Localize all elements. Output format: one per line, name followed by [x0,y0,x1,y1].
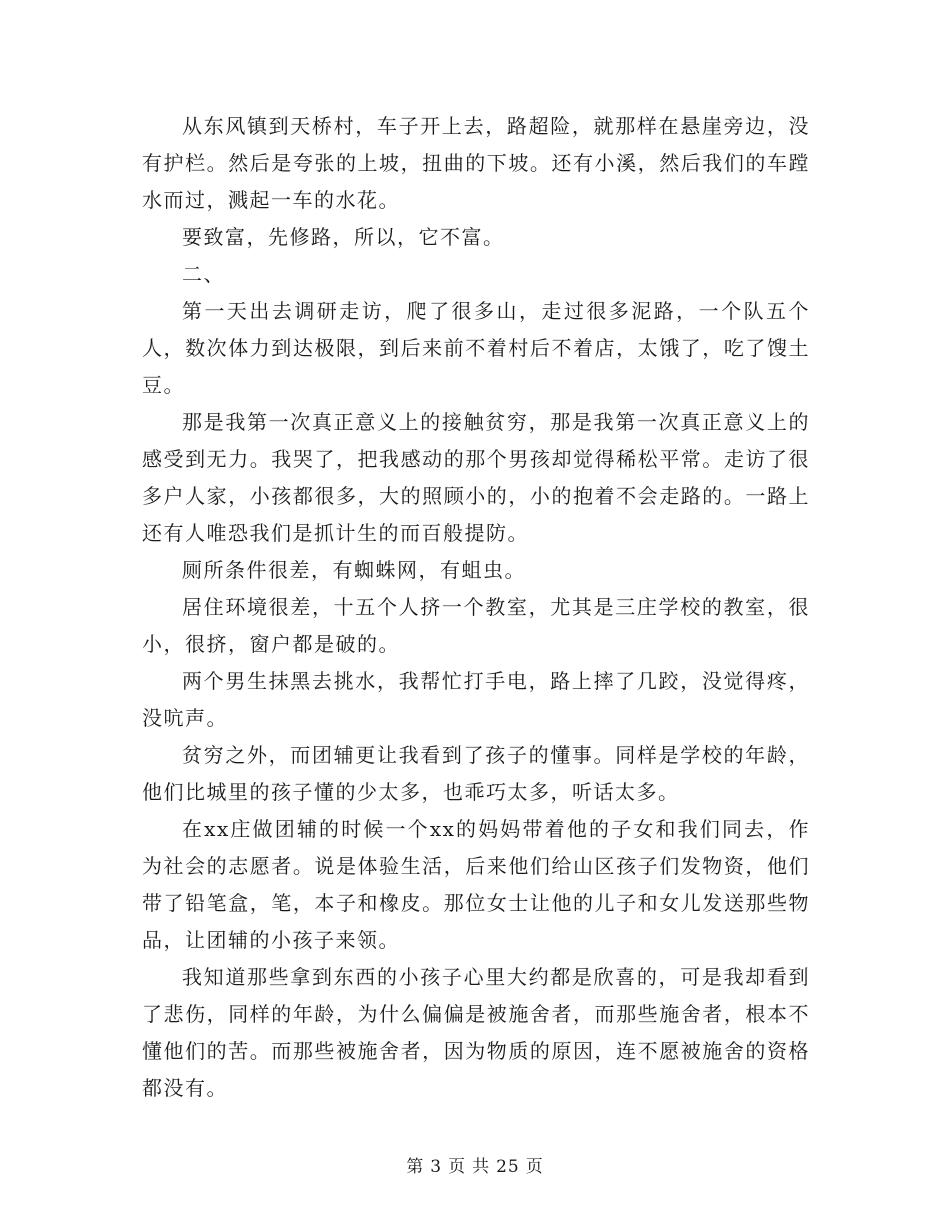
paragraph-10: 我知道那些拿到东西的小孩子心里大约都是欣喜的，可是我却看到了悲伤，同样的年龄，为什么偏偏是被施舍者，而那些施舍者，根本不懂他们的苦。而那些被施舍者，因为物质的原因，连不愿被施舍的资格都没有。 [142,965,810,1100]
paragraph-1: 从东风镇到天桥村，车子开上去，路超险，就那样在悬崖旁边，没有护栏。然后是夸张的上坡，扭曲的下坡。还有小溪，然后我们的车蹚水而过，溅起一车的水花。 [142,114,810,212]
paragraph-6: 居住环境很差，十五个人挤一个教室，尤其是三庄学校的教室，很小，很挤，窗户都是破的。 [142,595,810,656]
footer-total-word: 共 [472,1157,491,1177]
document-body [142,108,810,1107]
footer-prefix: 第 [406,1157,425,1177]
paragraph-8: 贫穷之外，而团辅更让我看到了孩子的懂事。同样是学校的年龄，他们比城里的孩子懂的少太多，也乖巧太多，听话太多。 [142,743,810,804]
footer-suffix: 页 [525,1157,544,1177]
paragraph-2: 要致富，先修路，所以，它不富。 [182,225,505,249]
paragraph-4: 那是我第一次真正意义上的接触贫穷，那是我第一次真正意义上的感受到无力。我哭了，把我感动的那个男孩却觉得稀松平常。走访了很多户人家，小孩都很多，大的照顾小的，小的抱着不会走路的。一路上还有人唯恐我们是抓计生的而百般提防。 [142,410,810,545]
section-heading: 二、 [182,262,225,286]
paragraph-3: 第一天出去调研走访，爬了很多山，走过很多泥路，一个队五个人，数次体力到达极限，到后来前不着村后不着店，太饿了，吃了馊土豆。 [142,299,810,397]
current-page-number: 3 [430,1157,443,1177]
footer-page-word: 页 [448,1157,467,1177]
paragraph-9: 在xx庄做团辅的时候一个xx的妈妈带着他的子女和我们同去，作为社会的志愿者。说是体验生活，后来他们给山区孩子们发物资，他们带了铅笔盒，笔，本子和橡皮。那位女士让他的儿子和女儿发送那些物品，让团辅的小孩子来领。 [142,817,810,952]
paragraph-7: 两个男生抹黑去挑水，我帮忙打手电，路上摔了几跤，没觉得疼，没吭声。 [142,669,810,730]
paragraph-5: 厕所条件很差，有蜘蛛网，有蛆虫。 [182,558,526,582]
total-pages-number: 25 [496,1157,520,1177]
page-footer [0,1152,950,1177]
